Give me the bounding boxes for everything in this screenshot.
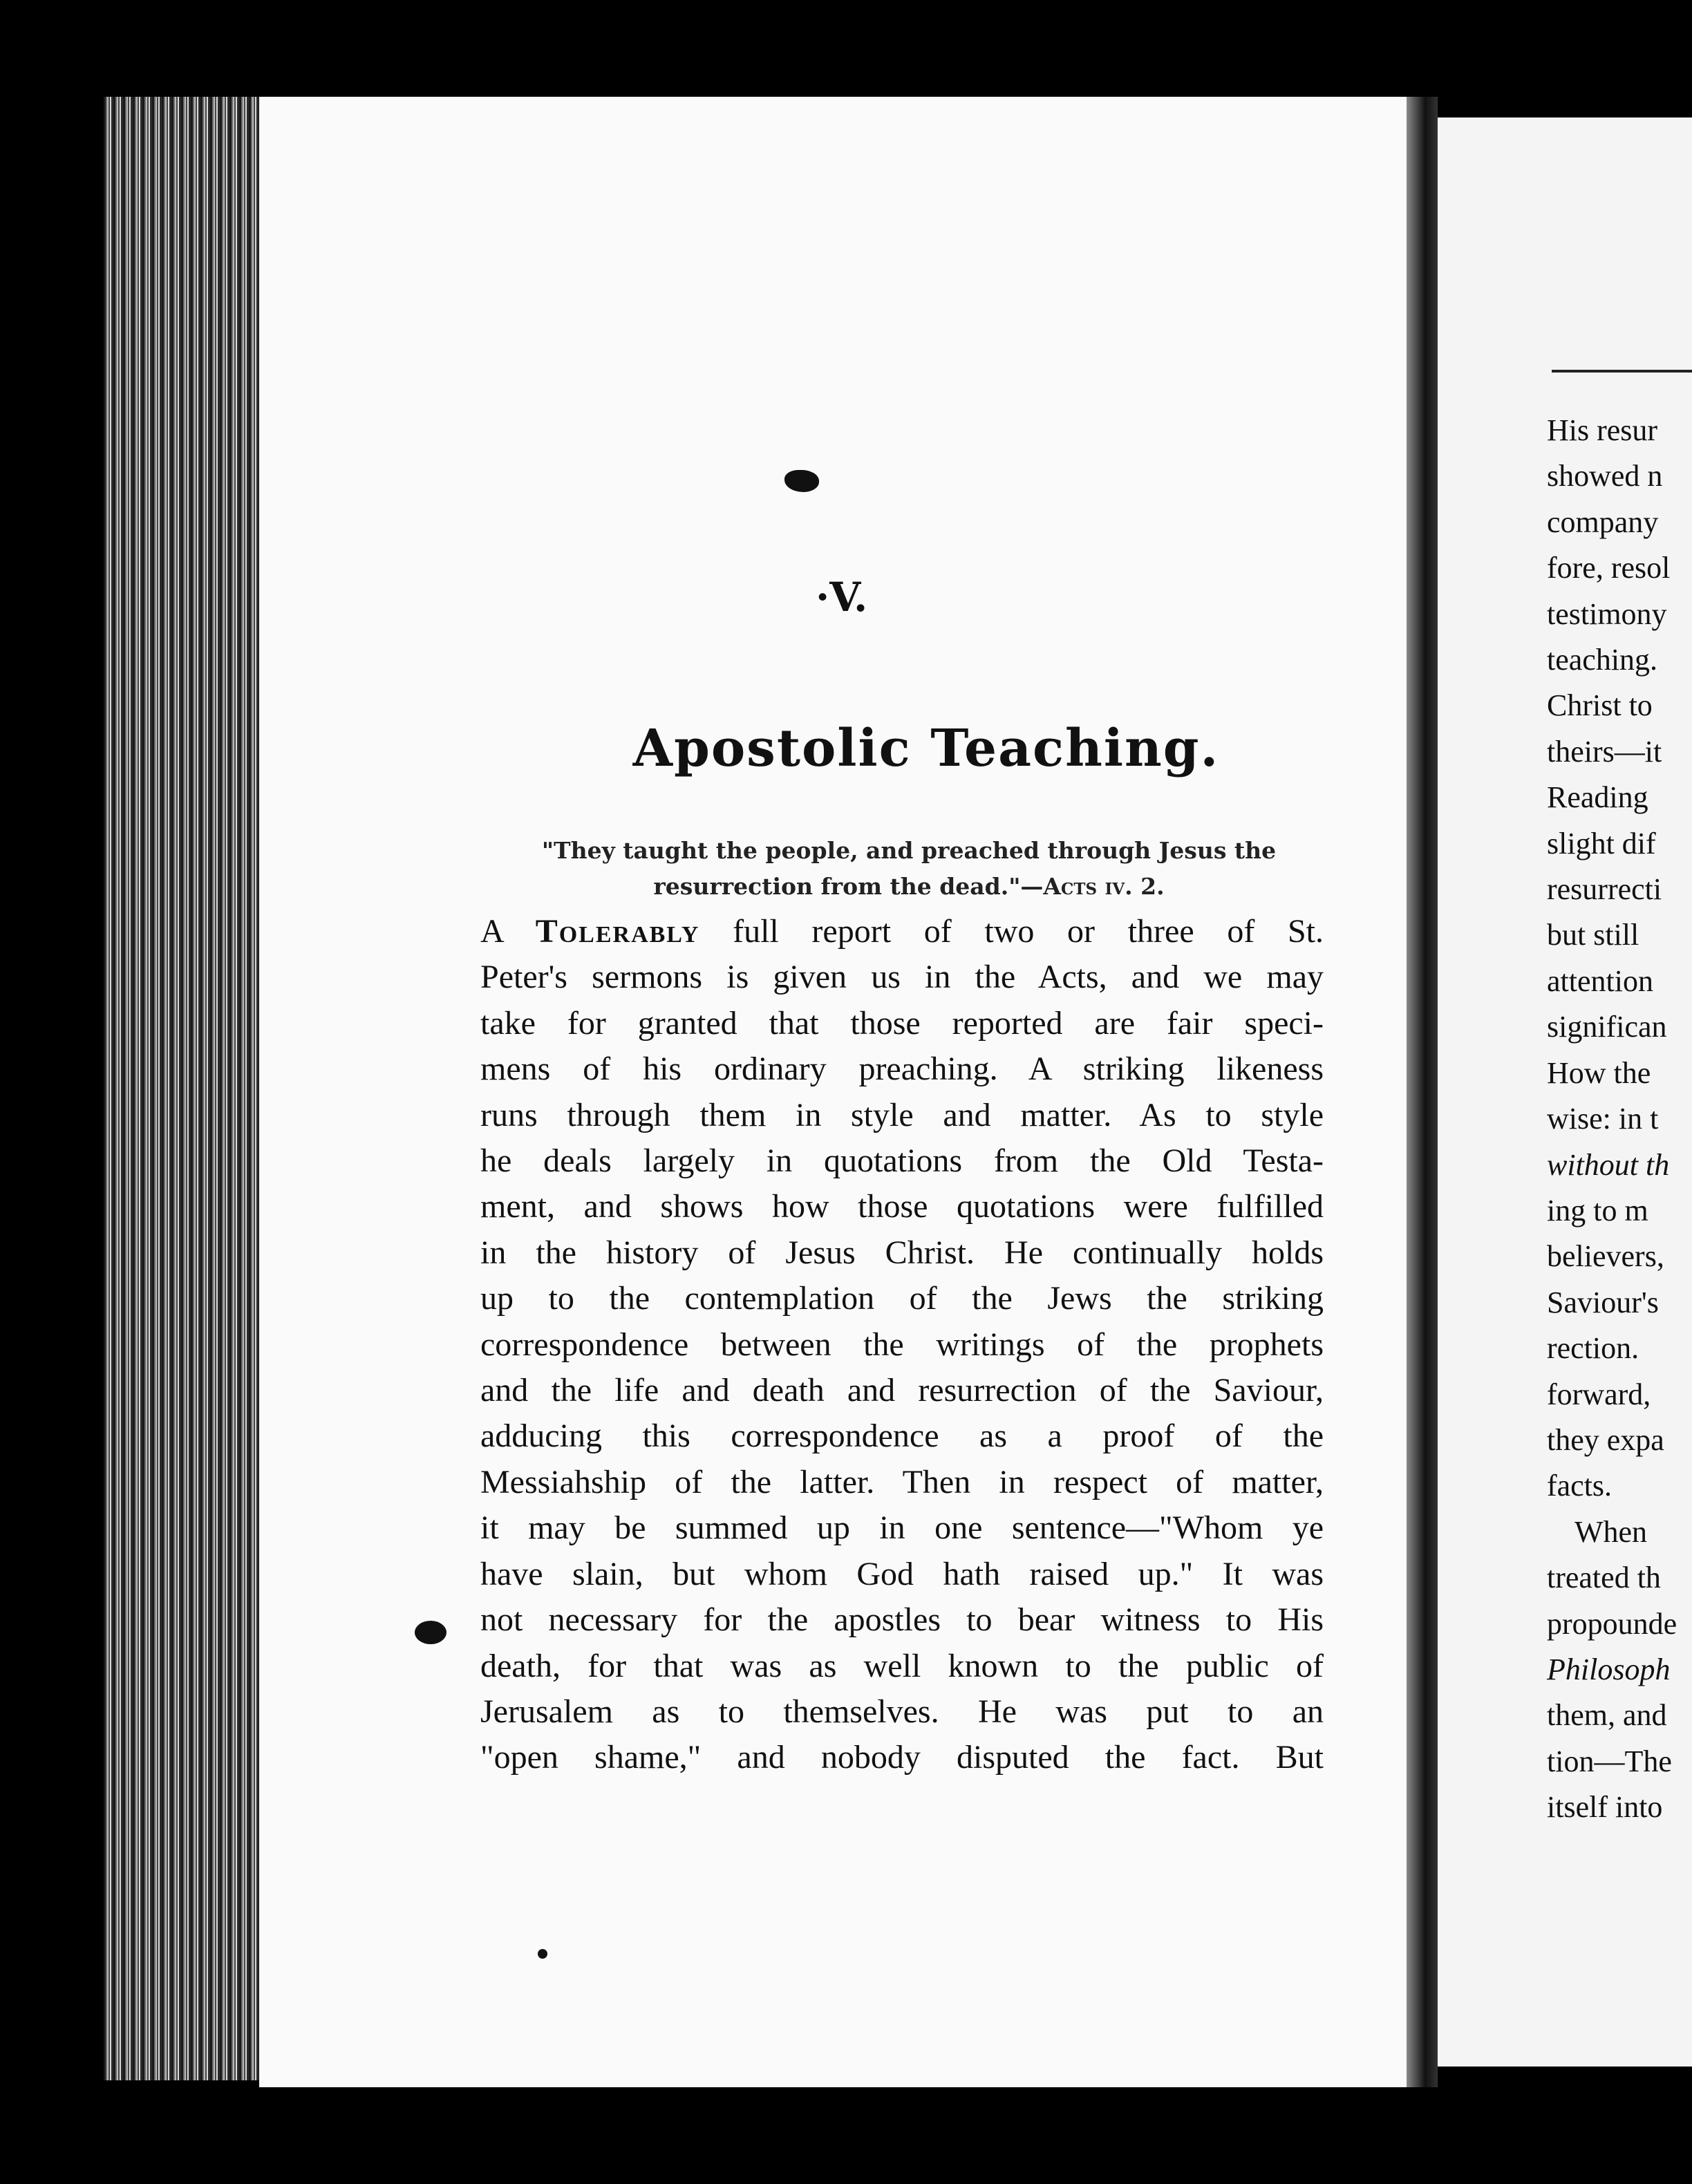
small-caps-opening: Tolerably — [535, 913, 700, 950]
body-line: ment, and shows how those quotations were fulfilled — [480, 1188, 1324, 1225]
book-page-edges — [104, 97, 263, 2080]
right-line: When — [1574, 1514, 1648, 1549]
body-line: have slain, but whom God hath raised up." It was — [480, 1555, 1324, 1592]
body-line: mens of his ordinary preaching. A striking likeness — [480, 1051, 1324, 1088]
book-gutter — [1407, 97, 1438, 2087]
body-line: correspondence between the writings of the prophets — [480, 1326, 1324, 1363]
right-line: slight dif — [1547, 826, 1656, 860]
body-line: not necessary for the apostles to bear witness to His — [480, 1601, 1324, 1639]
right-line: forward, — [1547, 1377, 1651, 1411]
body-line: Jerusalem as to themselves. He was put to an — [480, 1693, 1324, 1730]
body-line: A Tolerably full report of two or three of St. — [480, 913, 1324, 950]
right-line: Saviour's — [1547, 1285, 1659, 1319]
right-line: testimony — [1547, 596, 1667, 631]
body-line: and the life and death and resurrection of the Saviour, — [480, 1372, 1324, 1409]
right-line: Christ to — [1547, 688, 1653, 723]
right-line: itself into — [1547, 1790, 1663, 1825]
right-line: they expa — [1547, 1422, 1664, 1457]
right-line: theirs—it — [1547, 734, 1662, 769]
body-line: up to the contemplation of the Jews the striking — [480, 1280, 1324, 1317]
right-line: rection. — [1547, 1331, 1639, 1366]
right-line: significan — [1547, 1010, 1667, 1044]
ink-blot — [415, 1621, 446, 1644]
right-line: company — [1547, 505, 1659, 539]
right-line: Reading — [1547, 780, 1648, 815]
right-page-text — [1547, 408, 1692, 1831]
epigraph — [477, 833, 1341, 905]
right-page-rule — [1552, 370, 1692, 373]
ink-dot — [538, 1949, 547, 1959]
body-line: death, for that was as well known to the public of — [480, 1647, 1324, 1684]
body-line: in the history of Jesus Christ. He continually holds — [480, 1234, 1324, 1271]
body-line: Messiahship of the latter. Then in respect of matter, — [480, 1463, 1324, 1500]
epigraph-text: "They taught the people, and preached through Jesus the resurrection from the dead."— — [541, 837, 1277, 900]
right-line: His resur — [1547, 413, 1658, 447]
chapter-number: ·V. — [816, 574, 868, 621]
right-line: Philosoph — [1547, 1652, 1671, 1686]
body-line: adducing this correspondence as a proof of the — [480, 1418, 1324, 1455]
body-line: Peter's sermons is given us in the Acts, and we may — [480, 959, 1324, 996]
right-line: treated th — [1547, 1561, 1661, 1595]
right-line: fore, resol — [1547, 551, 1671, 585]
right-line: teaching. — [1547, 643, 1658, 677]
right-line: facts. — [1547, 1469, 1613, 1503]
right-line: tion—The — [1547, 1744, 1672, 1778]
chapter-title: Apostolic Teaching. — [632, 719, 1220, 778]
right-page-text-clip — [1541, 394, 1692, 1845]
right-line: ing to m — [1547, 1193, 1648, 1227]
body-line: runs through them in style and matter. As to style — [480, 1096, 1324, 1133]
right-line: propounde — [1547, 1606, 1677, 1641]
body-line: take for granted that those reported are fair speci- — [480, 1004, 1324, 1042]
right-line: attention — [1547, 963, 1653, 998]
body-text — [480, 909, 1324, 1781]
epigraph-citation: Acts iv. 2. — [1043, 873, 1165, 900]
right-line: resurrecti — [1547, 872, 1662, 907]
body-line: he deals largely in quotations from the Old Testa- — [480, 1142, 1324, 1180]
right-line: believers, — [1547, 1239, 1664, 1274]
body-line: it may be summed up in one sentence—"Whom ye — [480, 1509, 1324, 1547]
right-line: showed n — [1547, 459, 1663, 493]
right-line: without th — [1547, 1147, 1670, 1182]
right-line: them, and — [1547, 1698, 1667, 1733]
body-line: "open shame," and nobody disputed the fact. But — [480, 1739, 1324, 1776]
right-line: but still — [1547, 918, 1639, 952]
right-line: wise: in t — [1547, 1102, 1659, 1136]
right-line: How the — [1547, 1055, 1651, 1090]
